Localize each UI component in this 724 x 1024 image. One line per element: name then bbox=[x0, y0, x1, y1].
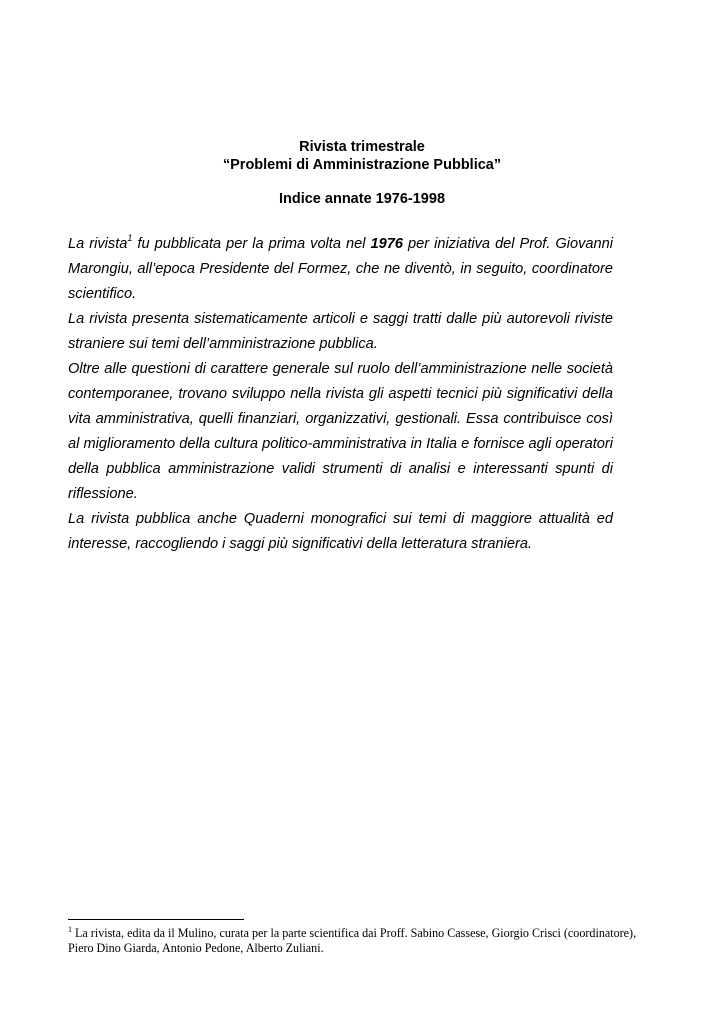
footnote-reference[interactable]: 1 bbox=[127, 233, 133, 244]
footnote bbox=[68, 926, 658, 956]
title-line-2: “Problemi di Amministrazione Pubblica” bbox=[222, 157, 502, 173]
body-text bbox=[68, 232, 613, 557]
year-highlight: 1976 bbox=[370, 236, 403, 252]
title-line-1: Rivista trimestrale bbox=[299, 139, 425, 155]
document-title bbox=[0, 138, 724, 174]
footnote-text: La rivista, edita da il Mulino, curata per la parte scientifica dai Proff. Sabino Cassese, Giorgio Crisci (coordinatore), Piero Dino Giarda, Antonio Pedone, Alberto Zuliani. bbox=[68, 926, 637, 955]
paragraph-4: La rivista pubblica anche Quaderni monografici sui temi di maggiore attualità ed interesse, raccogliendo i saggi più significativi della letteratura straniera. bbox=[68, 511, 613, 552]
paragraph-1 bbox=[68, 232, 613, 307]
footnote-number: 1 bbox=[68, 924, 72, 934]
p1-start: La rivista bbox=[68, 236, 128, 252]
paragraph-2: La rivista presenta sistematicamente articoli e saggi tratti dalle più autorevoli riviste straniere sui temi dell’amministrazione pubblica. bbox=[68, 311, 613, 352]
p1-end: per iniziativa del Prof. Giovanni Marongiu, all’epoca Presidente del Formez, che ne diventò, in seguito, coordinatore scientifico. bbox=[68, 236, 613, 302]
footnote-divider bbox=[68, 919, 244, 920]
paragraph-3: Oltre alle questioni di carattere generale sul ruolo dell’amministrazione nelle società contemporanee, trovano sviluppo nella rivista gli aspetti tecnici più significativi della vita amministrativa, quelli finanziari, organizzativi, gestionali. Essa contribuisce così al miglioramento della cultura politico-amministrativa in Italia e fornisce agli operatori della pubblica amministrazione validi strumenti di analisi e interessanti spunti di riflessione. bbox=[68, 361, 613, 502]
p1-middle: fu pubblicata per la prima volta nel bbox=[132, 236, 371, 252]
index-title: Indice annate 1976-1998 bbox=[278, 191, 446, 207]
